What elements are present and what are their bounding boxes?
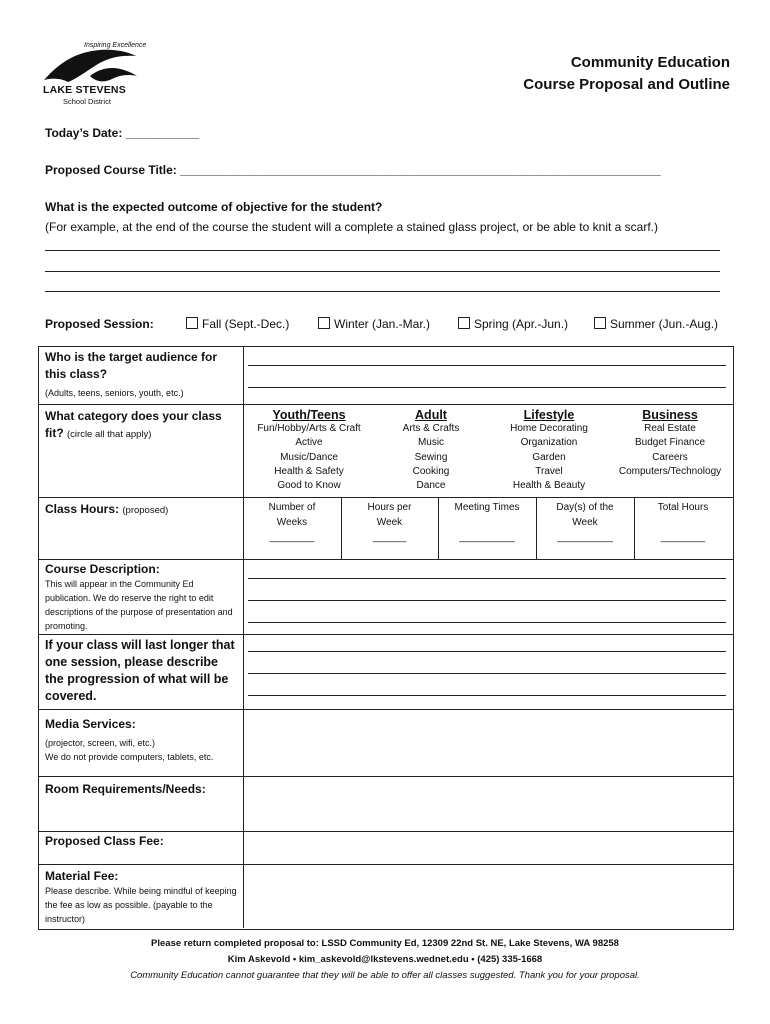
checkbox-icon[interactable]: [594, 317, 606, 329]
audience-answer-line-1[interactable]: [248, 365, 726, 366]
logo-name: LAKE STEVENS: [43, 84, 126, 96]
hours-number-of-weeks[interactable]: Number of Weeks ________: [268, 502, 316, 543]
media-services-disclaimer: We do not provide computers, tablets, etc.: [45, 752, 214, 762]
media-services-note: (projector, screen, wifi, etc.): [45, 738, 156, 748]
audience-note: (Adults, teens, seniors, youth, etc.): [45, 388, 184, 398]
progression-line-2[interactable]: [248, 673, 726, 674]
description-line-3[interactable]: [248, 622, 726, 623]
audience-answer-line-2[interactable]: [248, 387, 726, 388]
footer-return-address: Please return completed proposal to: LSSD Community Ed, 12309 22nd St. NE, Lake Stevens, WA 98258: [151, 938, 619, 949]
logo-tagline: Inspiring Excellence: [84, 42, 147, 49]
course-title-field[interactable]: Proposed Course Title: ________________________________________________________________________: [45, 163, 661, 177]
category-lifestyle[interactable]: Lifestyle Home Decorating Organization Garden Travel Health & Beauty: [510, 408, 588, 492]
class-hours-label: Class Hours: (proposed): [45, 502, 169, 516]
course-description-label: Course Description:: [45, 562, 160, 576]
category-label: What category does your class fit? (circle all that apply): [45, 409, 222, 440]
proposed-fee-label: Proposed Class Fee:: [45, 834, 164, 848]
session-fall[interactable]: Fall (Sept.-Dec.): [186, 317, 289, 331]
media-services-label: Media Services:: [45, 717, 136, 731]
hours-per-week[interactable]: Hours per Week ______: [367, 502, 412, 543]
outcome-question: What is the expected outcome of objective for the student?: [45, 200, 383, 214]
session-summer[interactable]: Summer (Jun.-Aug.): [594, 317, 718, 331]
proposed-fee-answer[interactable]: [244, 832, 732, 864]
outcome-line-2[interactable]: [45, 271, 720, 272]
room-requirements-label: Room Requirements/Needs:: [45, 782, 206, 796]
progression-label: If your class will last longer that one session, please describe the progression of what will be covered.: [45, 638, 235, 703]
outcome-example: (For example, at the end of the course the student will a complete a stained glass project, or be able to knit a scarf.): [45, 220, 658, 234]
material-fee-answer[interactable]: [244, 865, 732, 928]
checkbox-icon[interactable]: [318, 317, 330, 329]
logo-sub: School District: [63, 97, 111, 106]
session-winter[interactable]: Winter (Jan.-Mar.): [318, 317, 430, 331]
category-business[interactable]: Business Real Estate Budget Finance Careers Computers/Technology: [618, 408, 722, 477]
todays-date-field[interactable]: Today’s Date: ___________: [45, 126, 200, 140]
page-title: Community Education: [570, 54, 730, 71]
hours-meeting-times[interactable]: Meeting Times __________: [454, 502, 520, 543]
description-line-2[interactable]: [248, 600, 726, 601]
progression-line-1[interactable]: [248, 651, 726, 652]
footer-disclaimer: Community Education cannot guarantee that they will be able to offer all classes suggested. Thank you for your proposal.: [130, 970, 640, 981]
description-line-1[interactable]: [248, 578, 726, 579]
session-spring[interactable]: Spring (Apr.-Jun.): [458, 317, 568, 331]
checkbox-icon[interactable]: [458, 317, 470, 329]
page-subtitle: Course Proposal and Outline: [523, 76, 730, 93]
category-youth[interactable]: Youth/Teens Fun/Hobby/Arts & Craft Active Music/Dance Health & Safety Good to Know: [257, 408, 361, 492]
audience-label: Who is the target audience for this class?: [45, 350, 218, 381]
footer-contact: Kim Askevold • kim_askevold@lkstevens.wednet.edu • (425) 335-1668: [227, 954, 543, 965]
media-services-answer[interactable]: [244, 710, 732, 776]
category-adult[interactable]: Adult Arts & Crafts Music Sewing Cooking Dance: [402, 408, 460, 492]
progression-line-3[interactable]: [248, 695, 726, 696]
material-fee-note: Please describe. While being mindful of keeping the fee as low as possible. (payable to the instructor): [45, 886, 237, 924]
mountain-wave-icon: [42, 48, 138, 84]
category-note: (circle all that apply): [67, 429, 152, 440]
course-description-note: This will appear in the Community Ed publication. We do reserve the right to edit descriptions of the purpose of presentation and promoting.: [45, 579, 233, 631]
material-fee-label: Material Fee:: [45, 869, 119, 883]
room-requirements-answer[interactable]: [244, 777, 732, 831]
district-logo: [40, 42, 147, 108]
outcome-line-3[interactable]: [45, 291, 720, 292]
session-label: Proposed Session:: [45, 317, 154, 331]
outcome-line-1[interactable]: [45, 250, 720, 251]
checkbox-icon[interactable]: [186, 317, 198, 329]
hours-total[interactable]: Total Hours ________: [657, 502, 709, 543]
class-hours-note: (proposed): [122, 505, 169, 516]
hours-days-of-week[interactable]: Day(s) of the Week __________: [556, 502, 614, 543]
